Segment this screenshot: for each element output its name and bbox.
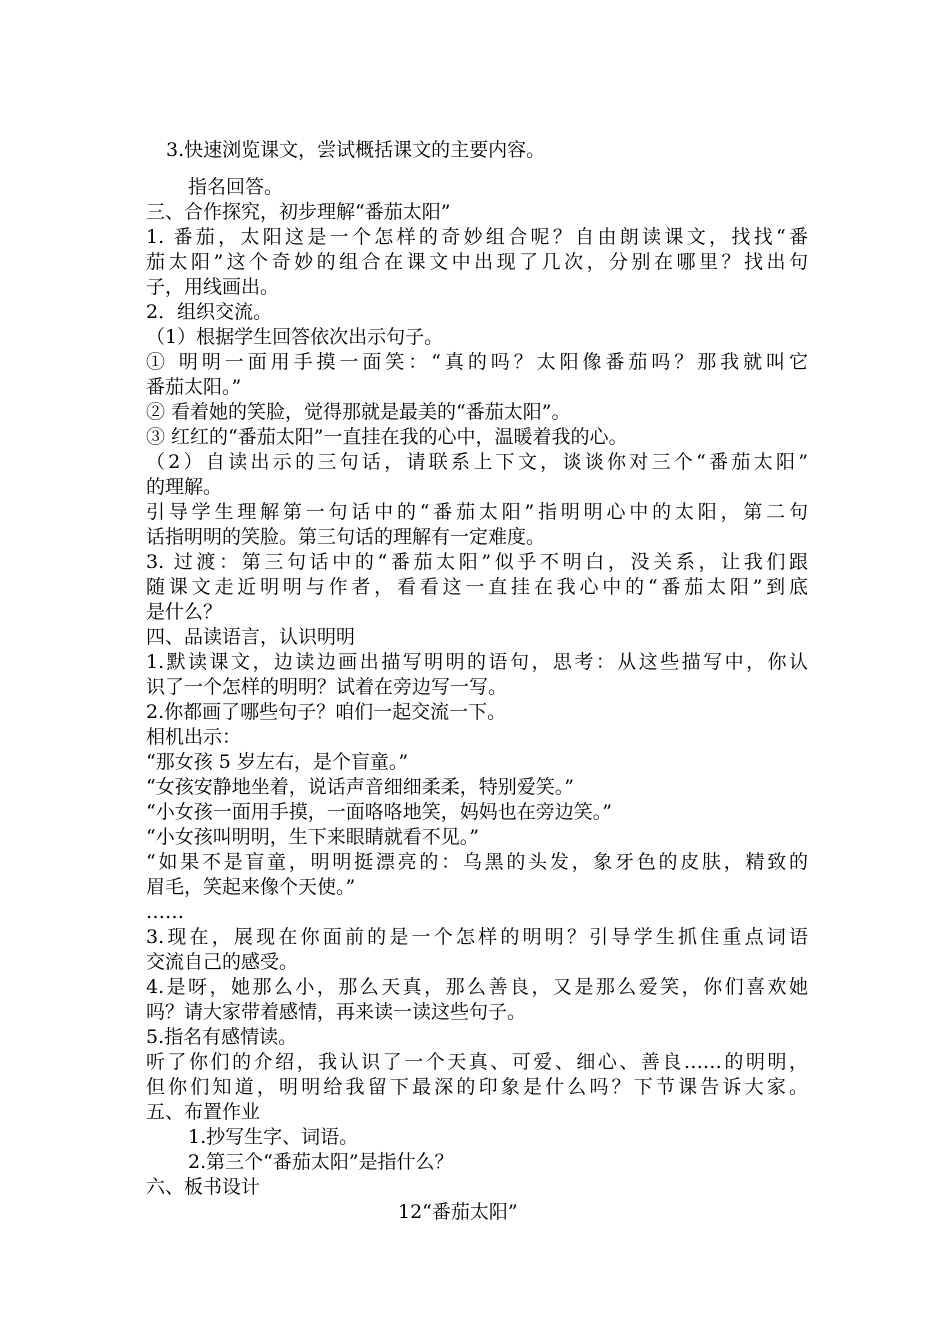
sec3-q2-sub1: （1）根据学生回答依次出示句子。 bbox=[146, 326, 444, 348]
sec3-q2-sub2-line1: （2）自读出示的三句话，请联系上下文，谈谈你对三个“番茄太阳” bbox=[146, 451, 808, 473]
quote2: ② 看着她的笑脸，觉得那就是最美的“番茄太阳”。 bbox=[146, 401, 571, 423]
step3-skim: 3.快速浏览课文，尝试概括课文的主要内容。 bbox=[166, 139, 546, 161]
quote1-line1: ① 明明一面用手摸一面笑：“真的吗？太阳像番茄吗？那我就叫它 bbox=[146, 351, 808, 373]
guide-line1: 引导学生理解第一句话中的“番茄太阳”指明明心中的太阳，第二句 bbox=[146, 501, 808, 523]
sec4-q3-line2: 交流自己的感受。 bbox=[146, 951, 299, 973]
sentence-3: “小女孩一面用手摸，一面咯咯地笑，妈妈也在旁边笑。” bbox=[146, 801, 612, 823]
sec4-q5: 5.指名有感情读。 bbox=[146, 1026, 298, 1048]
sec3-q1-line2: 茄太阳”这个奇妙的组合在课文中出现了几次，分别在哪里？找出句 bbox=[146, 251, 808, 273]
board-title: 12“番茄太阳” bbox=[398, 1201, 518, 1223]
sec3-q3-line1: 3. 过渡：第三句话中的“番茄太阳”似乎不明白，没关系，让我们跟 bbox=[146, 551, 808, 573]
quote1-line2: 番茄太阳。” bbox=[146, 376, 242, 398]
sec4-q4-line2: 吗？请大家带着感情，再来读一读这些句子。 bbox=[146, 1001, 527, 1023]
sentence-4: “小女孩叫明明，生下来眼睛就看不见。” bbox=[146, 826, 479, 848]
sec3-q1-line3: 子，用线画出。 bbox=[146, 276, 280, 298]
homework-1: 1.抄写生字、词语。 bbox=[188, 1126, 359, 1148]
sentence-5-line1: “如果不是盲童，明明挺漂亮的：乌黑的头发，象牙色的皮肤，精致的 bbox=[146, 851, 808, 873]
summary-line2: 但你们知道，明明给我留下最深的印象是什么吗？下节课告诉大家。 bbox=[146, 1076, 808, 1098]
guide-line2: 话指明明的笑脸。第三句话的理解有一定难度。 bbox=[146, 526, 546, 548]
sec4-q3-line1: 3.现在，展现在你面前的是一个怎样的明明？引导学生抓住重点词语 bbox=[146, 926, 808, 948]
section4-heading: 四、品读语言，认识明明 bbox=[146, 626, 356, 648]
sec4-q1-line2: 识了一个怎样的明明？试着在旁边写一写。 bbox=[146, 676, 508, 698]
sentence-5-line2: 眉毛，笑起来像个天使。” bbox=[146, 876, 356, 898]
section3-heading: 三、合作探究，初步理解“番茄太阳” bbox=[146, 201, 451, 223]
sec4-q2: 2.你都画了哪些句子？咱们一起交流一下。 bbox=[146, 701, 507, 723]
section5-heading: 五、布置作业 bbox=[146, 1101, 261, 1123]
summary-line1: 听了你们的介绍，我认识了一个天真、可爱、细心、善良……的明明， bbox=[146, 1051, 808, 1073]
quote3: ③ 红红的“番茄太阳”一直挂在我的心中，温暖着我的心。 bbox=[146, 426, 628, 448]
sec3-q3-line2: 随课文走近明明与作者，看看这一直挂在我心中的“番茄太阳”到底 bbox=[146, 576, 808, 598]
sec4-q1-line1: 1.默读课文，边读边画出描写明明的语句，思考：从这些描写中，你认 bbox=[146, 651, 808, 673]
homework-2: 2.第三个“番茄太阳”是指什么？ bbox=[188, 1151, 454, 1173]
sec3-q2-sub2-line2: 的理解。 bbox=[146, 476, 223, 498]
sentence-1: “那女孩 5 岁左右，是个盲童。” bbox=[146, 751, 409, 773]
sentence-2: “女孩安静地坐着，说话声音细细柔柔，特别爱笑。” bbox=[146, 776, 574, 798]
ellipsis: …… bbox=[146, 901, 184, 923]
sec3-q1-line1: 1. 番茄，太阳这是一个怎样的奇妙组合呢？自由朗读课文，找找“番 bbox=[146, 226, 808, 248]
sec4-q4-line1: 4.是呀，她那么小，那么天真，那么善良，又是那么爱笑，你们喜欢她 bbox=[146, 976, 808, 998]
show-label: 相机出示： bbox=[146, 726, 242, 748]
section6-heading: 六、板书设计 bbox=[146, 1176, 261, 1198]
sec3-q2: 2．组织交流。 bbox=[146, 301, 273, 323]
step3-answer: 指名回答。 bbox=[188, 176, 284, 198]
sec3-q3-line3: 是什么？ bbox=[146, 601, 223, 623]
